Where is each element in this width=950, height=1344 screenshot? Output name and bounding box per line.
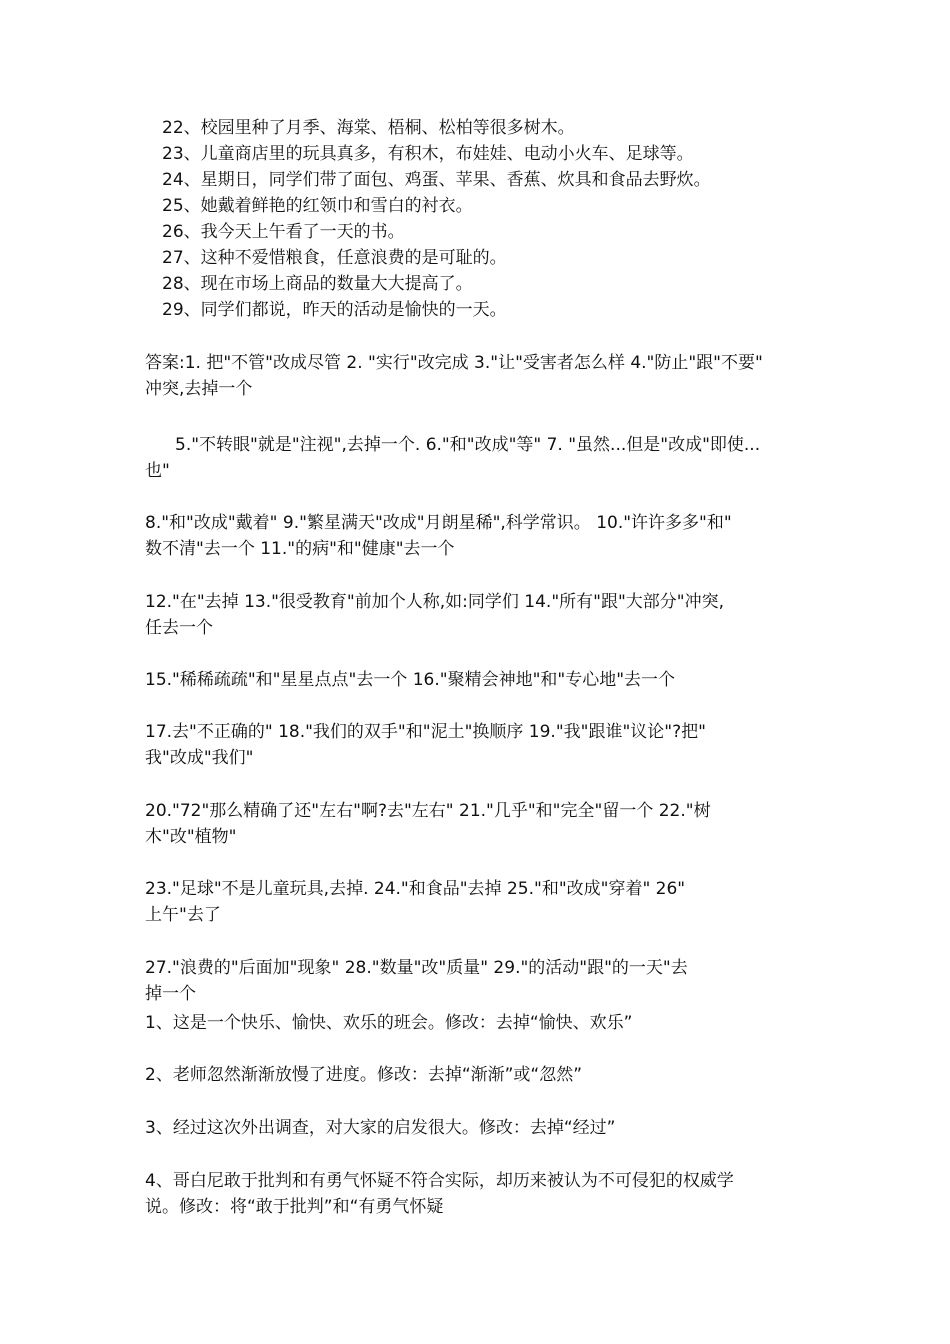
answer-line: 12."在"去掉 13."很受教育"前加个人称,如:同学们 14."所有"跟"大部分"冲突, xyxy=(145,592,725,612)
sentence-28: 28、现在市场上商品的数量大大提高了。 xyxy=(162,274,473,294)
answer-line: 上午"去了 xyxy=(145,905,221,925)
sentence-25: 25、她戴着鲜艳的红领巾和雪白的衬衣。 xyxy=(162,196,473,216)
correction-1 xyxy=(145,1010,805,1036)
answer-paragraph-8 xyxy=(145,876,805,928)
answer-paragraph-3 xyxy=(145,510,805,562)
answer-line: 5."不转眼"就是"注视",去掉一个. 6."和"改成"等" 7. "虽然...但是"改成"即使... xyxy=(175,435,761,455)
sentence-23: 23、儿童商店里的玩具真多，有积木，布娃娃、电动小火车、足球等。 xyxy=(162,144,694,164)
answer-line: 我"改成"我们" xyxy=(145,748,254,768)
sentence-22: 22、校园里种了月季、海棠、梧桐、松柏等很多树木。 xyxy=(162,118,575,138)
correction-2 xyxy=(145,1062,805,1088)
answer-paragraph-9 xyxy=(145,955,805,1007)
sentence-27: 27、这种不爱惜粮食，任意浪费的是可耻的。 xyxy=(162,248,507,268)
sentence-26: 26、我今天上午看了一天的书。 xyxy=(162,222,405,242)
sentence-29: 29、同学们都说，昨天的活动是愉快的一天。 xyxy=(162,300,507,320)
answer-paragraph-6 xyxy=(145,719,805,771)
answer-paragraph-5 xyxy=(145,667,805,693)
answer-paragraph-1 xyxy=(145,350,805,402)
answer-line: 23."足球"不是儿童玩具,去掉. 24."和食品"去掉 25."和"改成"穿着" 26" xyxy=(145,879,686,899)
answer-line: 任去一个 xyxy=(145,618,213,638)
answer-line: 木"改"植物" xyxy=(145,827,237,847)
sentence-list xyxy=(162,115,822,323)
answer-line: 8."和"改成"戴着" 9."繁星满天"改成"月朗星稀",科学常识。 10."许许多多"和" xyxy=(145,513,732,533)
answer-line: 15."稀稀疏疏"和"星星点点"去一个 16."聚精会神地"和"专心地"去一个 xyxy=(145,670,676,690)
answer-paragraph-4 xyxy=(145,589,805,641)
correction-line: 说。修改：将“敢于批判”和“有勇气怀疑 xyxy=(145,1197,444,1217)
answer-line: 17.去"不正确的" 18."我们的双手"和"泥土"换顺序 19."我"跟谁"议论"?把" xyxy=(145,722,706,742)
answer-line: 数不清"去一个 11."的病"和"健康"去一个 xyxy=(145,539,455,559)
correction-4 xyxy=(145,1168,805,1220)
sentence-24: 24、星期日，同学们带了面包、鸡蛋、苹果、香蕉、炊具和食品去野炊。 xyxy=(162,170,711,190)
answer-paragraph-7 xyxy=(145,798,805,850)
correction-line: 1、这是一个快乐、愉快、欢乐的班会。修改：去掉“愉快、欢乐” xyxy=(145,1013,633,1033)
answer-line: 20."72"那么精确了还"左右"啊?去"左右" 21."几乎"和"完全"留一个 22."树 xyxy=(145,801,711,821)
answer-line: 也" xyxy=(145,461,170,481)
correction-line: 2、老师忽然渐渐放慢了进度。修改：去掉“渐渐”或“忽然” xyxy=(145,1065,583,1085)
answer-line: 答案:1. 把"不管"改成尽管 2. "实行"改完成 3."让"受害者怎么样 4."防止"跟"不要" xyxy=(145,353,763,373)
correction-line: 4、哥白尼敢于批判和有勇气怀疑不符合实际，却历来被认为不可侵犯的权威学 xyxy=(145,1171,734,1191)
answer-line: 掉一个 xyxy=(145,984,196,1004)
answer-line: 冲突,去掉一个 xyxy=(145,379,253,399)
correction-line: 3、经过这次外出调查，对大家的启发很大。修改：去掉“经过” xyxy=(145,1118,616,1138)
correction-3 xyxy=(145,1115,805,1141)
answer-line: 27."浪费的"后面加"现象" 28."数量"改"质量" 29."的活动"跟"的一天"去 xyxy=(145,958,688,978)
answer-paragraph-2 xyxy=(145,432,805,484)
